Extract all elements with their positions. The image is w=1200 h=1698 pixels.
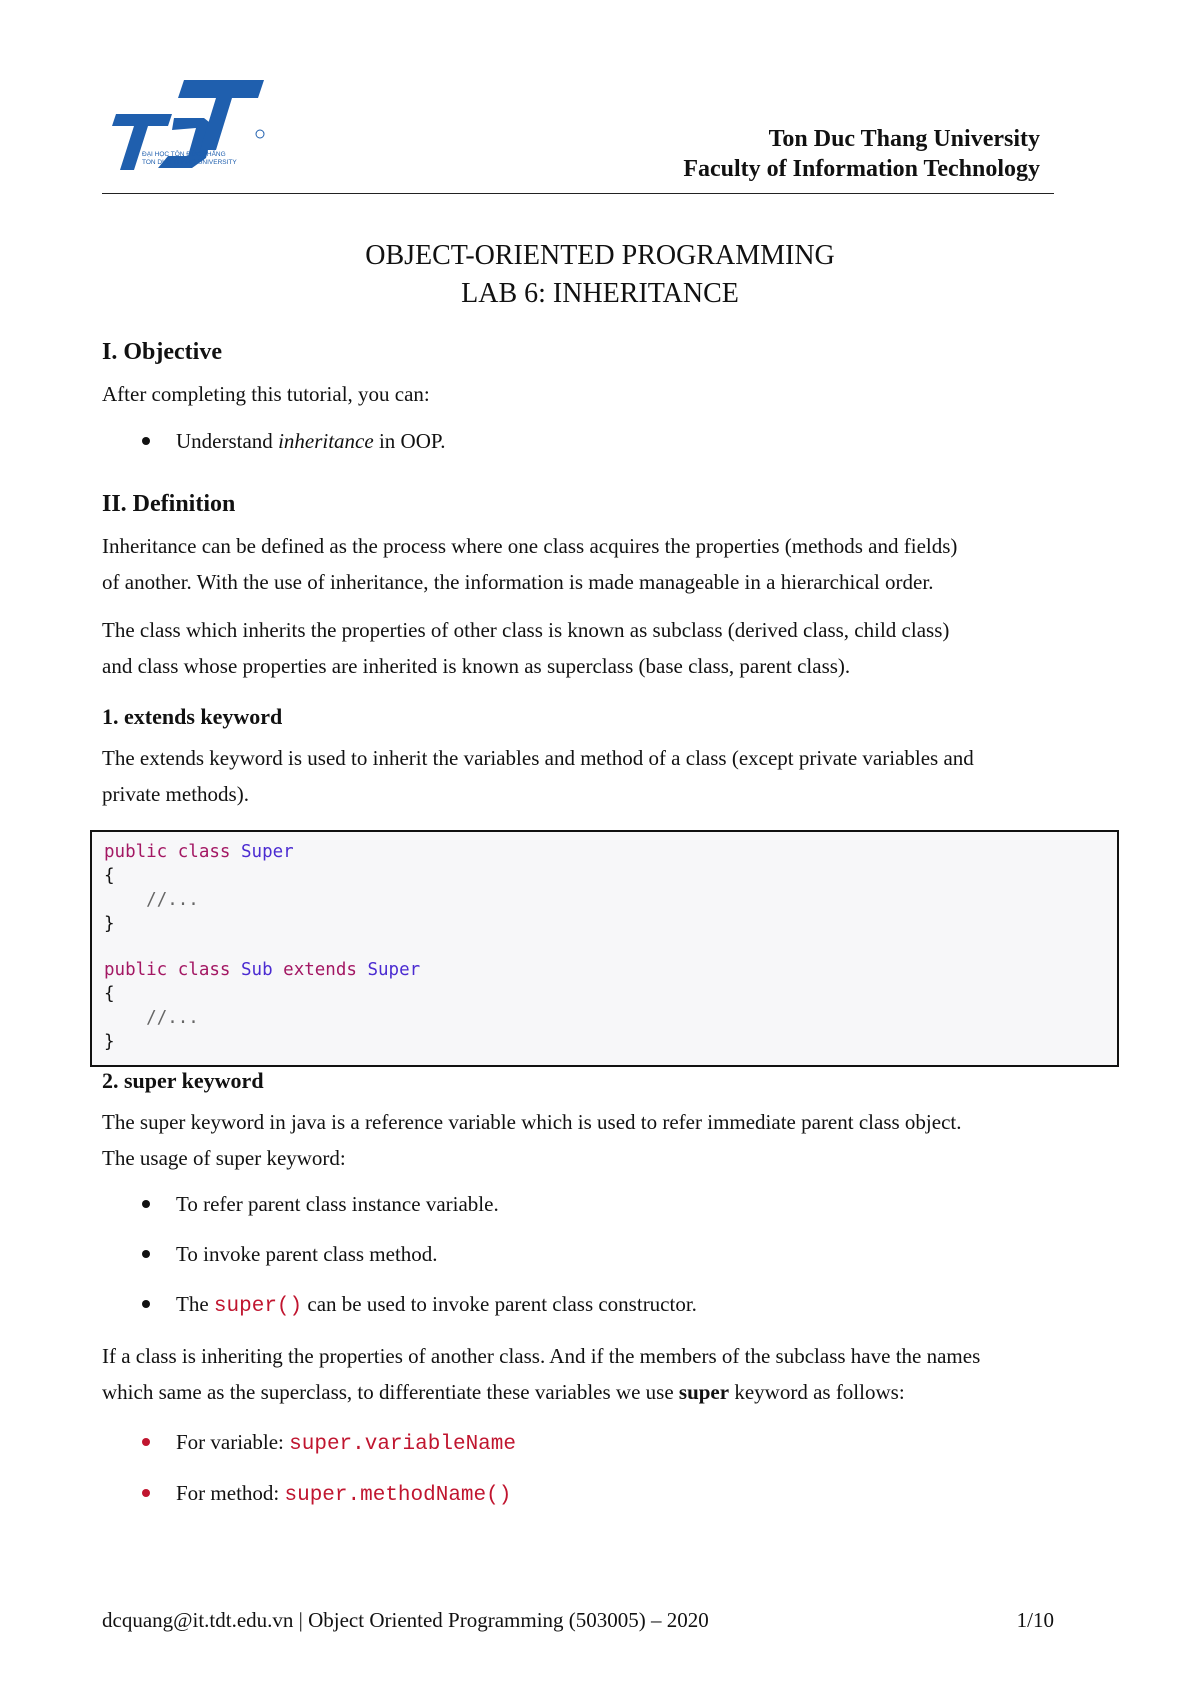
faculty-name: Faculty of Information Technology <box>683 156 1040 182</box>
super-variable-bullet <box>142 1430 516 1456</box>
paragraph-line: which same as the superclass, to differentiate these variables we use super keyword as follows: <box>102 1380 905 1404</box>
code-line: { <box>104 866 115 886</box>
paragraph-line: The extends keyword is used to inherit the variables and method of a class (except private variables and <box>102 746 974 770</box>
super-paragraph <box>102 1104 1102 1176</box>
bullet-icon <box>142 1250 150 1258</box>
bullet-text: For variable: <box>176 1430 290 1454</box>
code-line: //... <box>146 890 199 910</box>
svg-text:TON DUC THANG UNIVERSITY: TON DUC THANG UNIVERSITY <box>142 159 237 166</box>
lab-title: LAB 6: INHERITANCE <box>461 278 739 309</box>
inline-code: super() <box>213 1295 303 1318</box>
code-line: } <box>104 914 115 934</box>
super-bullet-3 <box>142 1292 697 1318</box>
header-institution <box>683 124 1040 184</box>
paragraph-line: private methods). <box>102 782 249 806</box>
super-bullet-2 <box>142 1242 438 1267</box>
super-usage-paragraph <box>102 1338 1102 1410</box>
code-line: public class Sub extends Super <box>104 960 421 980</box>
definition-paragraph-2 <box>102 612 1102 684</box>
objective-intro: After completing this tutorial, you can: <box>102 382 430 406</box>
paragraph-line: Inheritance can be defined as the process where one class acquires the properties (methods and fields) <box>102 534 958 558</box>
bullet-emphasis: inheritance <box>278 429 374 453</box>
bullet-text: in OOP. <box>373 429 446 453</box>
bold-keyword: super <box>678 1380 730 1404</box>
header-divider <box>102 193 1054 194</box>
bullet-text: To refer parent class instance variable. <box>176 1192 499 1216</box>
paragraph-line: The super keyword in java is a reference variable which is used to refer immediate parent class object. <box>102 1110 962 1134</box>
paragraph-line: If a class is inheriting the properties of another class. And if the members of the subclass have the names <box>102 1344 981 1368</box>
super-bullet-1 <box>142 1192 499 1217</box>
bullet-text: For method: <box>176 1481 285 1505</box>
bullet-icon <box>142 1200 150 1208</box>
super-heading: 2. super keyword <box>102 1068 264 1093</box>
bullet-text: can be used to invoke parent class constructor. <box>302 1292 697 1316</box>
bullet-icon <box>142 1438 150 1446</box>
code-line: //... <box>146 1008 199 1028</box>
objective-bullet <box>142 429 445 454</box>
definition-paragraph-1 <box>102 528 1102 600</box>
inline-code: super.variableName <box>289 1433 516 1456</box>
definition-heading: II. Definition <box>102 491 236 517</box>
super-method-bullet <box>142 1481 511 1507</box>
code-line: } <box>104 1032 115 1052</box>
page-number: 1/10 <box>1016 1608 1054 1632</box>
page-footer <box>102 1608 1054 1633</box>
university-logo <box>112 78 270 170</box>
bullet-text: The <box>176 1292 214 1316</box>
course-title: OBJECT-ORIENTED PROGRAMMING <box>365 240 835 271</box>
bullet-icon <box>142 437 150 445</box>
logo-subtext: ĐẠI HỌC TÔN ĐỨC THẮNG <box>142 151 226 158</box>
extends-heading: 1. extends keyword <box>102 704 283 729</box>
bullet-icon <box>142 1489 150 1497</box>
extends-paragraph <box>102 740 1102 812</box>
university-name: Ton Duc Thang University <box>768 126 1040 152</box>
objective-heading: I. Objective <box>102 339 222 365</box>
paragraph-line: The class which inherits the properties of other class is known as subclass (derived class, child class) <box>102 618 950 642</box>
code-block <box>90 830 1119 1067</box>
paragraph-line: The usage of super keyword: <box>102 1146 346 1170</box>
paragraph-line: and class whose properties are inherited is known as superclass (base class, parent class). <box>102 654 851 678</box>
bullet-text: Understand <box>176 429 279 453</box>
inline-code: super.methodName() <box>284 1484 512 1507</box>
footer-text: dcquang@it.tdt.edu.vn | Object Oriented Programming (503005) – 2020 <box>102 1608 709 1632</box>
code-line: public class Super <box>104 842 294 862</box>
bullet-text: To invoke parent class method. <box>176 1242 438 1266</box>
paragraph-line: of another. With the use of inheritance, the information is made manageable in a hierarchical order. <box>102 570 934 594</box>
bullet-icon <box>142 1300 150 1308</box>
code-line: { <box>104 984 115 1004</box>
